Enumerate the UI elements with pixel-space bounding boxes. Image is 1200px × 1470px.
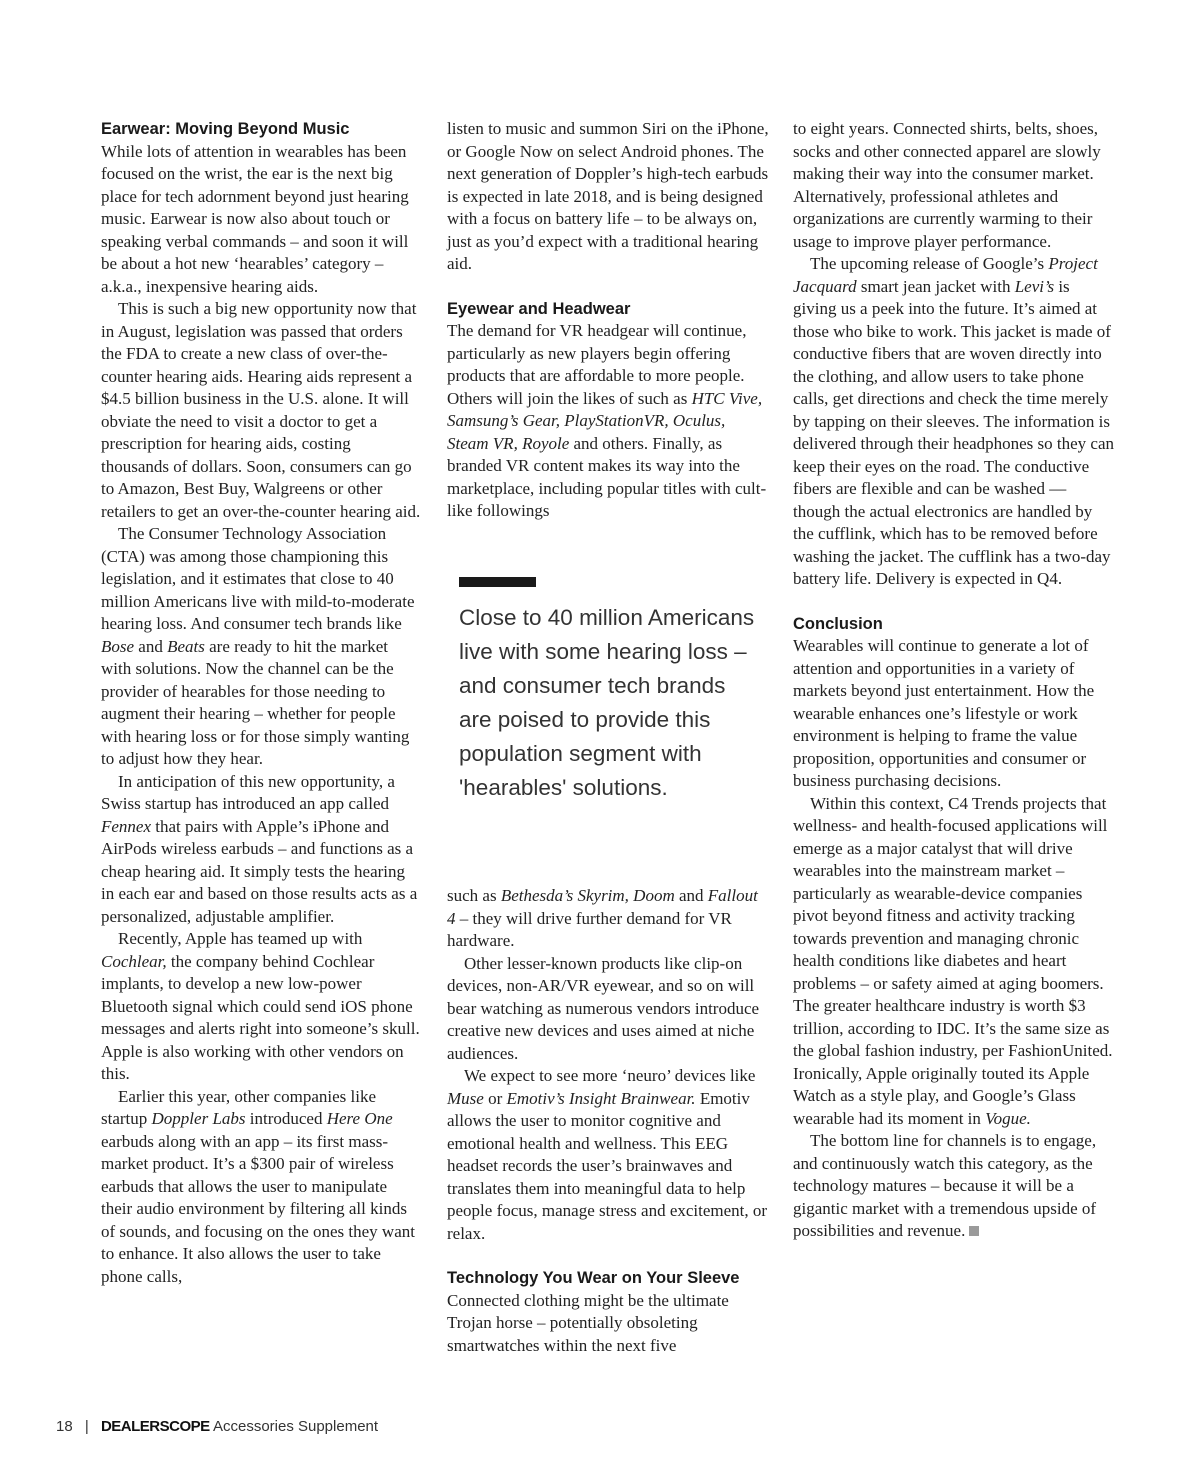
page-number: 18 bbox=[56, 1418, 73, 1435]
supplement-title: Accessories Supplement bbox=[212, 1418, 379, 1435]
end-mark-icon bbox=[969, 1226, 979, 1236]
product-name: Emotiv’s Insight Brainwear. bbox=[506, 1088, 696, 1108]
brand-name: Bose bbox=[101, 636, 135, 656]
paragraph: listen to music and summon Siri on the iPhone, or Google Now on select Android phones. The next generation of Doppler’s high-tech earbuds is expected in late 2018, and is being designed with a focus on battery life – to be always on, just as you’d expect with a traditional hearing aid. bbox=[447, 119, 769, 273]
paragraph: Earlier this year, other companies like startup Doppler Labs introduced Here One earbuds along with an app – its first mass-market product. It’s a $300 pair of wireless earbuds that allows the user to manipulate their audio environment by filtering all kinds of sounds, and focusing on the ones they want to enhance. It also allows the user to take phone calls, bbox=[101, 1086, 415, 1286]
pull-quote-text: Close to 40 million Americans live with some hearing loss – and consumer tech brands are poised to provide this population segment with 'hearables' solutions. bbox=[459, 605, 755, 800]
brand-list: HTC Vive, Samsung’s Gear, PlayStationVR, Oculus, Steam VR, Royole bbox=[447, 388, 763, 453]
pull-quote-bar bbox=[459, 577, 536, 587]
company-name: Cochlear, bbox=[101, 951, 167, 971]
paragraph: The upcoming release of Google’s Project Jacquard smart jean jacket with Levi’s is giving us a peek into the future. It’s aimed at those who bike to work. This jacket is made of conductive fibers that are woven directly into the clothing, and allow users to take phone calls, get directions and check the time merely by tapping on their sleeves. The information is delivered through their headphones so they can keep their eyes on the road. The conductive fibers are flexible and can be washed — though the actual electronics are handled by the cufflink, which has to be removed before washing the jacket. The cufflink has a two-day battery life. Delivery is expected in Q4. bbox=[793, 254, 1115, 588]
product-name: Project Jacquard bbox=[793, 254, 1098, 296]
section-heading-technology: Technology You Wear on Your Sleeve bbox=[447, 1269, 740, 1287]
section-heading-conclusion: Conclusion bbox=[793, 614, 883, 633]
footer-separator: | bbox=[84, 1418, 89, 1435]
section-heading-eyewear: Eyewear and Headwear bbox=[447, 299, 631, 318]
paragraph: While lots of attention in wearables has been focused on the wrist, the ear is the next big place for tech adornment beyond just hearing music. Earwear is now also about touch or speaking verbal commands – and soon it will be about a hot new ‘hearables’ category – a.k.a., inexpensive hearing aids. bbox=[101, 141, 409, 296]
paragraph: such as Bethesda’s Skyrim, Doom and Fallout 4 – they will drive further demand for VR hardware. bbox=[447, 886, 758, 950]
paragraph: The demand for VR headgear will continue, particularly as new players begin offering products that are affordable to more people. Others will join the likes of such as HTC Vive, Samsung’s Gear, PlayStationVR, Oculus, Steam VR, Royole and others. Finally, as branded VR content makes its way into the marketplace, including popular titles with cult-like followings bbox=[447, 321, 767, 520]
paragraph: In anticipation of this new opportunity, a Swiss startup has introduced an app called Fennex that pairs with Apple’s iPhone and AirPods wireless earbuds – and functions as a cheap hearing aid. It simply tests the hearing in each ear and based on those results acts as a personalized, adjustable amplifier. bbox=[101, 771, 418, 926]
paragraph: to eight years. Connected shirts, belts, shoes, socks and other connected apparel are slowly making their way into the consumer market. Alternatively, professional athletes and organizations are currently warming to their usage to improve player performance. bbox=[793, 119, 1101, 251]
paragraph: This is such a big new opportunity now that in August, legislation was passed that orders the FDA to create a new class of over-the-counter hearing aids. Hearing aids represent a $4.5 billion business in the U.S. alone. It will obviate the need to visit a doctor to get a prescription for hearing aids, costing thousands of dollars. Soon, consumers can go to Amazon, Best Buy, Walgreens or other retailers to get an over-the-counter hearing aid. bbox=[101, 299, 421, 521]
column-3 bbox=[793, 118, 1115, 1243]
paragraph: The Consumer Technology Association (CTA) was among those championing this legislation, and it estimates that close to 40 million Americans live with mild-to-moderate hearing loss. And consumer tech brands like Bose and Beats are ready to hit the market with solutions. Now the channel can be the provider of hearables for those needing to augment their hearing – whether for people with hearing loss or for those simply wanting to adjust how they hear. bbox=[101, 524, 415, 768]
paragraph: The bottom line for channels is to engage, and continuously watch this category, as the technology matures – because it will be a gigantic market with a tremendous upside of possibilities and revenue. bbox=[793, 1131, 1097, 1240]
paragraph: Connected clothing might be the ultimate Trojan horse – potentially obsoleting smartwatches within the next five bbox=[447, 1290, 729, 1355]
product-name: Muse bbox=[447, 1088, 484, 1108]
paragraph: Recently, Apple has teamed up with Cochlear, the company behind Cochlear implants, to develop a new low-power Bluetooth signal which could send iOS phone messages and alerts right into someone’s skull. Apple is also working with other vendors on this. bbox=[101, 929, 420, 1083]
page-footer bbox=[56, 1418, 378, 1435]
magazine-brand: DEALERSCOPE bbox=[100, 1418, 210, 1435]
paragraph: Wearables will continue to generate a lot of attention and opportunities in a variety of markets beyond just entertainment. How the wearable enhances one’s lifestyle or work environment is helping to frame the value proposition, opportunities and consumer or business purchasing decisions. bbox=[793, 636, 1095, 790]
game-title: Fallout 4 bbox=[447, 886, 758, 928]
publication-name: Vogue. bbox=[985, 1108, 1031, 1128]
brand-name: Levi’s bbox=[1014, 276, 1055, 296]
pull-quote bbox=[459, 577, 759, 805]
paragraph: Other lesser-known products like clip-on devices, non-AR/VR eyewear, and so on will bear watching as numerous vendors introduce creative new devices and uses aimed at niche audiences. bbox=[447, 953, 760, 1063]
product-name: Fennex bbox=[101, 816, 152, 836]
column-1 bbox=[101, 118, 421, 1288]
brand-name: Beats bbox=[167, 636, 205, 656]
paragraph: We expect to see more ‘neuro’ devices like Muse or Emotiv’s Insight Brainwear. Emotiv allows the user to monitor cognitive and emotional health and wellness. This EEG headset records the user’s brainwaves and translates them into meaningful data to help people focus, manage stress and excitement, or relax. bbox=[447, 1066, 768, 1243]
column-2 bbox=[447, 118, 769, 523]
paragraph: Within this context, C4 Trends projects that wellness- and health-focused applications will emerge as a major catalyst that will drive wearables into the mainstream market – particularly as wearable-device companies pivot beyond fitness and activity tracking towards prevention and managing chronic health conditions like diabetes and heart problems – or safety aimed at aging boomers. The greater healthcare industry is worth $3 trillion, according to IDC. It’s the same size as the global fashion industry, per FashionUnited. Ironically, Apple originally touted its Apple Watch as a style play, and Google’s Glass wearable had its moment in Vogue. bbox=[793, 793, 1113, 1128]
game-titles: Bethesda’s Skyrim, Doom bbox=[500, 886, 675, 905]
company-name: Doppler Labs bbox=[151, 1109, 246, 1128]
column-2-continued bbox=[447, 885, 769, 1357]
section-heading-earwear: Earwear: Moving Beyond Music bbox=[101, 120, 350, 138]
product-name: Here One bbox=[326, 1109, 393, 1128]
